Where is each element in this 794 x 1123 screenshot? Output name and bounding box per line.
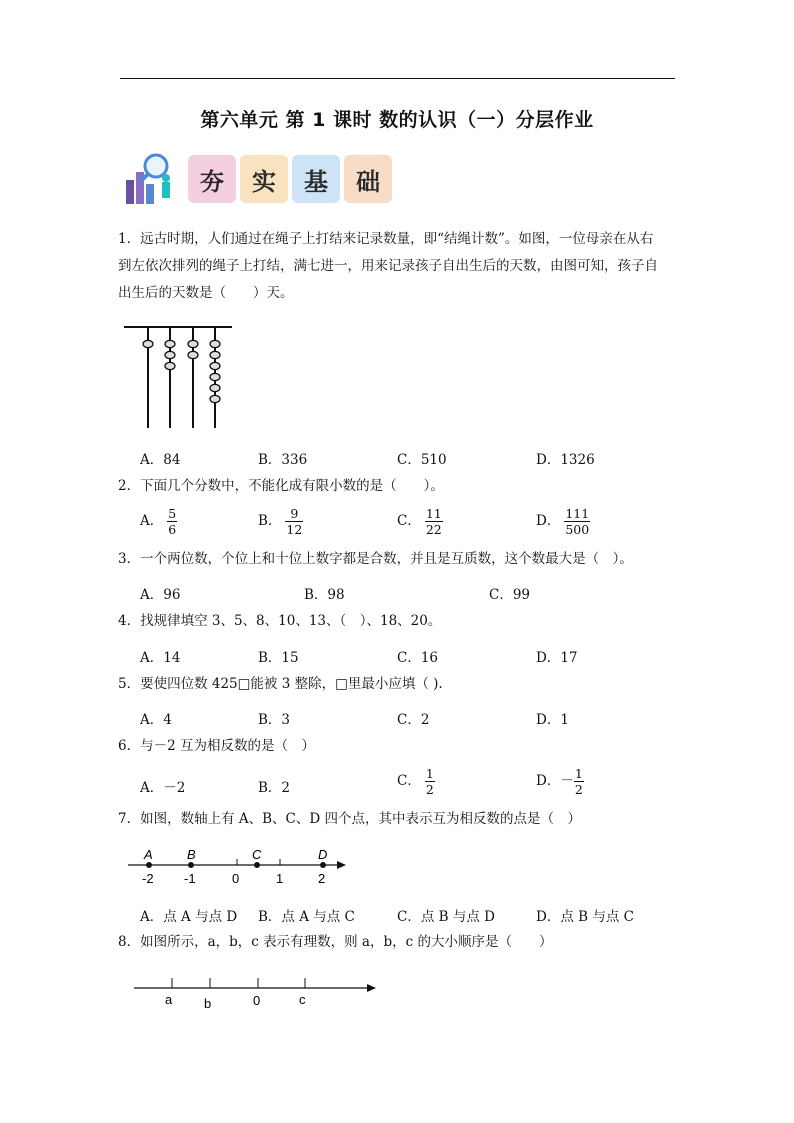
header-rule [120,78,675,79]
number-line-q7 [120,843,350,888]
label-zero: 0 [253,993,261,1008]
option-7a[interactable]: A．点 A 与点 D [140,909,238,925]
option-label: C． [397,513,421,529]
denominator: 2 [425,782,434,797]
option-2c[interactable] [397,506,443,537]
question-4: 4．找规律填空 3、5、8、10、13、（ ）、18、20。 [118,613,442,629]
option-2b[interactable] [258,506,303,537]
tick-label: -1 [184,871,196,886]
option-4a[interactable]: A．14 [140,650,181,666]
tick-label: 2 [318,871,326,886]
option-3c[interactable]: C．99 [489,587,531,603]
option-5b[interactable]: B．3 [258,712,291,728]
fraction [564,506,590,537]
numerator: 1 [574,766,583,781]
option-7b[interactable]: B．点 A 与点 C [258,909,355,925]
question-6: 6．与－2 互为相反数的是（ ） [118,738,315,754]
fraction [425,506,443,537]
point-label-d: D [318,847,328,862]
option-7c[interactable]: C．点 B 与点 D [397,909,495,925]
point-label-c: C [252,847,262,862]
banner-tile-4 [344,155,392,203]
label-c: c [299,992,306,1007]
point-label-a: A [144,847,153,862]
option-4d[interactable]: D．17 [536,650,578,666]
option-2d[interactable] [536,506,590,537]
question-2: 2．下面几个分数中，不能化成有限小数的是（ ）。 [118,478,444,494]
denominator: 6 [168,522,177,537]
question-1 [118,226,678,307]
option-6d[interactable] [536,766,584,797]
option-5d[interactable]: D．1 [536,712,569,728]
fraction [574,766,584,797]
option-1b[interactable]: B．336 [258,452,308,468]
fraction [167,506,177,537]
numerator: 1 [425,766,434,781]
fraction [285,506,303,537]
option-1d[interactable]: D．1326 [536,452,595,468]
option-6c[interactable] [397,766,435,797]
negative-sign: － [560,773,574,789]
number-line-q8 [128,972,383,1012]
numerator: 5 [168,506,177,521]
tick-label: 0 [232,871,240,886]
banner-char: 实 [252,167,276,196]
option-5c[interactable]: C．2 [397,712,430,728]
magnifier-chart-icon [120,150,180,208]
option-3a[interactable]: A．96 [140,587,181,603]
banner-char: 夯 [200,167,224,196]
question-7: 7．如图，数轴上有 A、B、C、D 四个点，其中表示互为相反数的点是（ ） [118,811,581,827]
denominator: 500 [565,522,590,537]
question-line: 出生后的天数是（ ）天。 [118,285,294,301]
denominator: 22 [425,522,442,537]
option-5a[interactable]: A．4 [140,712,172,728]
label-b: b [204,996,212,1011]
option-6a[interactable]: A．－2 [140,780,186,796]
option-label: D． [536,773,561,789]
option-label: C． [397,773,421,789]
banner-tile-1 [188,155,236,203]
fraction [425,766,435,797]
denominator: 2 [574,782,583,797]
denominator: 12 [286,522,303,537]
option-label: A． [140,513,164,529]
question-5: 5．要使四位数 425□能被 3 整除，□里最小应填（ ). [118,676,443,692]
banner-tile-3 [292,155,340,203]
question-3: 3．一个两位数，个位上和十位上数字都是合数，并且是互质数，这个数最大是（ ）。 [118,551,633,567]
question-line: 到左依次排列的绳子上打结，满七进一，用来记录孩子自出生后的天数，由图可知，孩子自 [118,258,658,274]
option-6b[interactable]: B．2 [258,780,291,796]
option-4b[interactable]: B．15 [258,650,299,666]
option-3b[interactable]: B．98 [304,587,345,603]
option-4c[interactable]: C．16 [397,650,439,666]
page-title: 第六单元 第 1 课时 数的认识（一）分层作业 [200,109,594,131]
point-label-b: B [187,847,196,862]
option-label: B． [258,513,282,529]
question-line: 1．远古时期，人们通过在绳子上打结来记录数量，即“结绳计数”。如图，一位母亲在从右 [118,231,654,247]
banner-char: 础 [356,167,380,196]
option-label: D． [536,513,561,529]
section-banner [120,150,400,208]
numerator: 9 [290,506,299,521]
tick-label: -2 [142,871,154,886]
numerator: 11 [425,506,442,521]
knot-rope-figure [120,322,235,430]
label-a: a [165,992,173,1007]
option-1c[interactable]: C．510 [397,452,447,468]
numerator: 111 [565,506,590,521]
banner-char: 基 [304,167,328,196]
option-1a[interactable]: A．84 [140,452,181,468]
option-7d[interactable]: D．点 B 与点 C [536,909,634,925]
question-8: 8．如图所示，a，b，c 表示有理数，则 a，b，c 的大小顺序是（ ） [118,934,553,950]
banner-tile-2 [240,155,288,203]
tick-label: 1 [276,871,284,886]
option-2a[interactable] [140,506,177,537]
